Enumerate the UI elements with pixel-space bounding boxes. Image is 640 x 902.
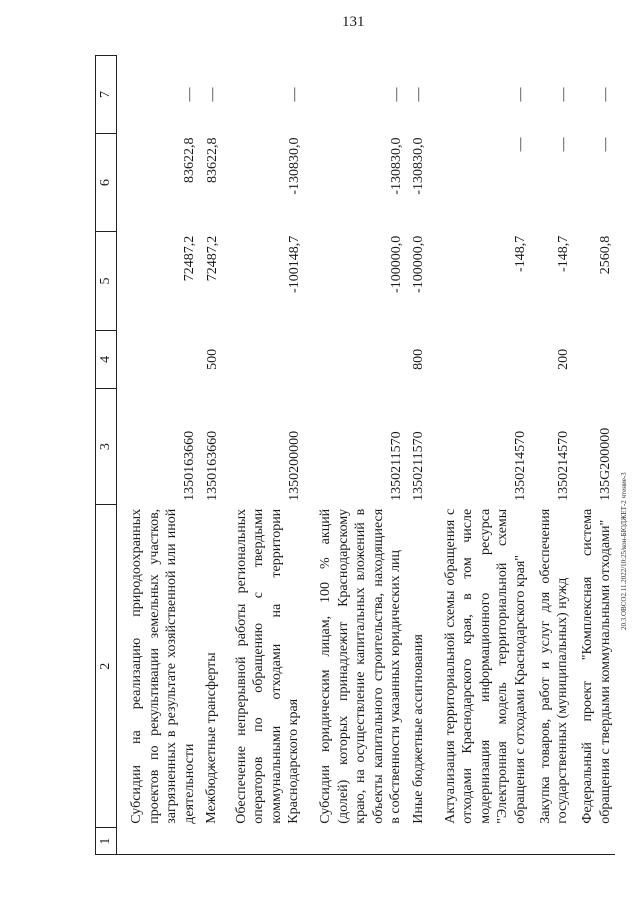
cell-code: 1350163660	[204, 430, 220, 501]
cell-sum5: -148,7	[555, 235, 571, 272]
cell-name: Субсидии на реализацию природоохранных проектов по рекультивации земельных участков, загрязненных в результате хозяйственной или иной деятельности	[129, 508, 197, 824]
cell-sum7: —	[555, 87, 571, 102]
col-header-7: 7	[96, 56, 117, 134]
cell-vr: 800	[411, 348, 427, 370]
cell-sum7: —	[513, 87, 529, 102]
col-header-5: 5	[96, 232, 117, 330]
cell-sum7: —	[286, 87, 302, 102]
cell-sum5: -100000,0	[411, 235, 427, 293]
table-row	[117, 56, 200, 855]
table-row	[222, 56, 304, 855]
col-header-4: 4	[96, 330, 117, 388]
cell-sum5: 72487,2	[204, 235, 220, 282]
col-header-6: 6	[96, 133, 117, 231]
cell-sum5: -100148,7	[286, 235, 302, 293]
cell-sum6: -130830,0	[388, 137, 404, 195]
table-row	[530, 56, 572, 855]
cell-sum6: 83622,8	[204, 137, 220, 183]
side-mark-text: 20.3.ОВСО2.11.2022/10:25/кон-БЮДЖЕТ-2 чтение-3	[620, 472, 628, 630]
cell-name: Федеральный проект "Комплексная система обращения с твердыми коммунальными отходами"	[580, 508, 613, 824]
budget-table	[95, 55, 615, 855]
cell-sum5: -100000,0	[388, 235, 404, 293]
cell-vr	[117, 330, 200, 388]
cell-num	[199, 828, 221, 855]
cell-code: 1350200000	[286, 430, 302, 501]
cell-num	[530, 828, 572, 855]
cell-code: 1350211570	[388, 431, 404, 501]
cell-vr	[304, 330, 406, 388]
col-header-2: 2	[96, 505, 117, 828]
rotated-table-stage	[95, 55, 615, 855]
cell-num	[428, 828, 530, 855]
table-row	[573, 56, 615, 855]
cell-sum7: —	[598, 87, 613, 102]
col-header-1: 1	[96, 828, 117, 855]
cell-sum7: —	[182, 87, 198, 102]
cell-sum7: —	[411, 87, 427, 102]
header-row	[96, 56, 117, 855]
cell-num	[406, 828, 428, 855]
cell-sum6: 83622,8	[182, 137, 198, 183]
cell-name: Иные бюджетные ассигнования	[410, 634, 426, 824]
cell-num	[222, 828, 304, 855]
cell-vr	[573, 330, 615, 388]
cell-code: 1350214570	[555, 430, 571, 501]
cell-num	[117, 828, 200, 855]
cell-code: 1350214570	[513, 430, 529, 501]
cell-code: 135G200000	[598, 427, 613, 501]
table-row	[428, 56, 530, 855]
cell-sum6: —	[555, 137, 571, 152]
cell-vr: 500	[204, 348, 220, 370]
table-row	[304, 56, 406, 855]
cell-name: Закупка товаров, работ и услуг для обеспечения государственных (муниципальных) нужд	[537, 508, 571, 824]
cell-sum5: 2560,8	[598, 235, 613, 275]
cell-vr: 200	[555, 348, 571, 370]
cell-num	[304, 828, 406, 855]
cell-name: Межбюджетные трансферты	[204, 652, 220, 824]
table-row	[406, 56, 428, 855]
cell-sum6: —	[513, 137, 529, 152]
cell-name: Актуализация территориальной схемы обращения с отходами Краснодарского края, в том числе модернизация информационного ресурса "Электронная модель территориальной схемы обращения с отходами Краснодарского края"	[442, 508, 528, 824]
cell-sum6: -130830,0	[411, 137, 427, 195]
cell-code: 1350211570	[411, 431, 427, 501]
cell-sum7: —	[204, 87, 220, 102]
cell-sum5: -148,7	[513, 235, 529, 272]
table-row	[199, 56, 221, 855]
cell-sum6: -130830,0	[286, 137, 302, 195]
cell-sum5: 72487,2	[182, 235, 198, 282]
cell-name: Обеспечение непрерывной работы региональных операторов по обращению с твердыми коммунальными отходами на территории Краснодарского края	[233, 508, 302, 824]
cell-sum7: —	[388, 87, 404, 102]
cell-vr	[222, 330, 304, 388]
cell-num	[573, 828, 615, 855]
cell-sum6: —	[598, 137, 613, 152]
cell-name: Субсидии юридическим лицам, 100 % акций (долей) которых принадлежит Краснодарскому краю, на осуществление капитальных вложений в объекты капитального строительства, находящиеся в собственности указанных юридических лиц	[318, 508, 404, 824]
cell-vr	[428, 330, 530, 388]
col-header-3: 3	[96, 389, 117, 505]
page-number: 131	[342, 14, 365, 30]
cell-code: 1350163660	[182, 430, 198, 501]
